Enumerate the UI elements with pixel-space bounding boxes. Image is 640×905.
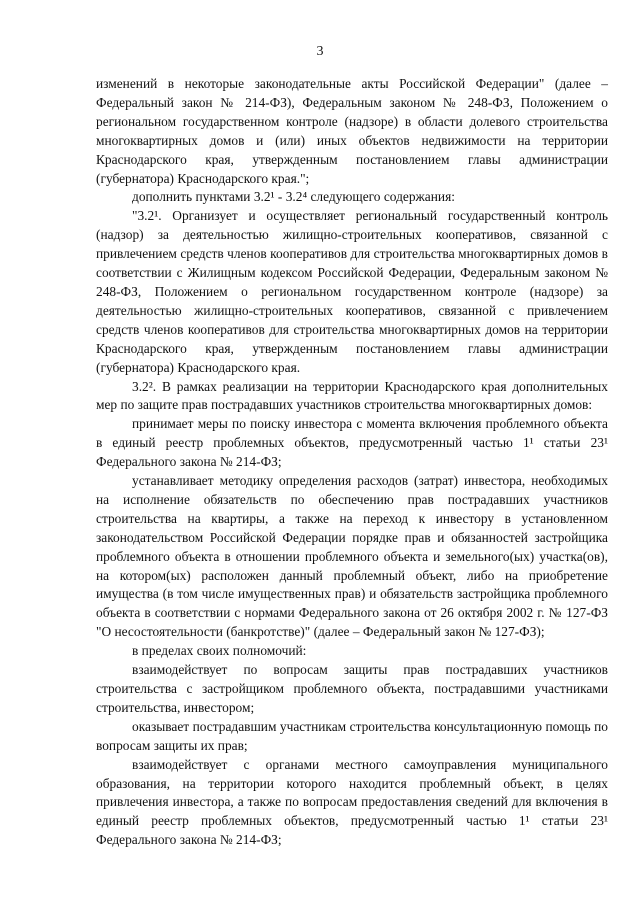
paragraph: изменений в некоторые законодательные акты Российской Федерации" (далее – Федеральный закон № 214-ФЗ), Федеральным законом № 248-ФЗ, Положением о региональном государственном контроле (надзоре) в области долевого строительства многоквартирных домов и (или) иных объектов недвижимости на территории Краснодарского края, утвержденным постановлением главы администрации (губернатора) Краснодарского края.";	[96, 76, 608, 186]
document-body	[96, 75, 608, 850]
paragraph: "3.2¹. Организует и осуществляет региональный государственный контроль (надзор) за деятельностью жилищно-строительных кооперативов, связанной с привлечением средств членов кооперативов для строительства многоквартирных домов в соответствии с Жилищным кодексом Российской Федерации, Федеральным законом № 248-ФЗ, Положением о региональном государственном контроле (надзоре) за деятельностью жилищно-строительных кооперативов, связанной с привлечением средств членов кооперативов для строительства многоквартирных домов на территории Краснодарского края, утвержденным постановлением главы администрации (губернатора) Краснодарского края.	[96, 208, 608, 375]
paragraph: дополнить пунктами 3.2¹ - 3.2⁴ следующего содержания:	[132, 189, 455, 205]
paragraph: 3.2². В рамках реализации на территории Краснодарского края дополнительных мер по защите прав пострадавших участников строительства многоквартирных домов:	[96, 378, 608, 413]
paragraph: принимает меры по поиску инвестора с момента включения проблемного объекта в единый реестр проблемных объектов, предусмотренный частью 1¹ статьи 23¹ Федерального закона № 214-ФЗ;	[96, 416, 608, 470]
paragraph: устанавливает методику определения расходов (затрат) инвестора, необходимых на исполнение обязательств по обеспечению прав пострадавших участников строительства на квартиры, а также на переход к инвестору в установленном законодательством Российской Федерации порядке прав и обязанностей застройщика проблемного объекта в отношении проблемного объекта и земельного(ых) участка(ов), на котором(ых) расположен данный проблемный объект, либо на приобретение имущества (в том числе имущественных прав) и обязательств застройщика проблемного объекта в соответствии с нормами Федерального закона от 26 октября 2002 г. № 127-ФЗ "О несостоятельности (банкротстве)" (далее – Федеральный закон № 127-ФЗ);	[96, 473, 608, 640]
paragraph: в пределах своих полномочий:	[132, 643, 307, 659]
paragraph: оказывает пострадавшим участникам строительства консультационную помощь по вопросам защиты их прав;	[96, 718, 608, 753]
paragraph: взаимодействует с органами местного самоуправления муниципального образования, на территории которого находится проблемный объект, в целях привлечения инвестора, а также по вопросам предоставления сведений для включения в единый реестр проблемных объектов, предусмотренный частью 1¹ статьи 23¹ Федерального закона № 214-ФЗ;	[96, 756, 608, 848]
paragraph: взаимодействует по вопросам защиты прав пострадавших участников строительства с застройщиком проблемного объекта, пострадавшими участниками строительства, инвестором;	[96, 662, 608, 715]
page-number: 3	[316, 44, 324, 59]
